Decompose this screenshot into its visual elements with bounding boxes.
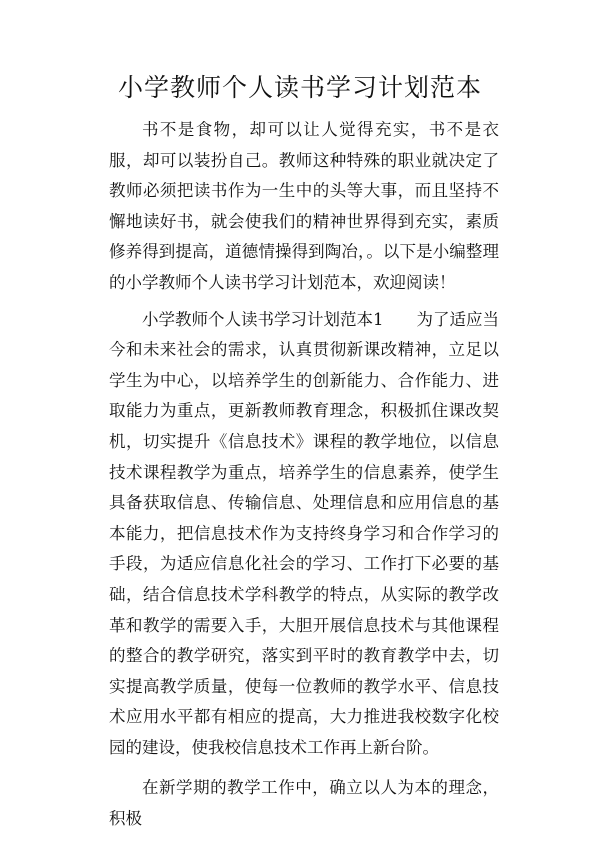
- intro-paragraph: 书不是食物，却可以让人觉得充实，书不是衣服，却可以装扮自己。教师这种特殊的职业就决定了教师必须把读书作为一生中的头等大事，而且坚持不懈地读好书，就会使我们的精神世界得到充实，素质修养得到提高，道德情操得到陶冶，。以下是小编整理的小学教师个人读书学习计划范本，欢迎阅读！: [109, 120, 499, 292]
- plan-paragraph-2: 在新学期的教学工作中，确立以人为本的理念，积极: [109, 778, 499, 829]
- document-body: [109, 115, 499, 835]
- document-title: 小学教师个人读书学习计划范本: [117, 73, 482, 102]
- plan-paragraph-1: 小学教师个人读书学习计划范本1 为了适应当今和未来社会的需求，认真贯彻新课改精神，立足以学生为中心，以培养学生的创新能力、合作能力、进取能力为重点，更新教师教育理念，积极抓住课改契机，切实提升《信息技术》课程的教学地位，以信息技术课程教学为重点，培养学生的信息素养，使学生具备获取信息、传输信息、处理信息和应用信息的基本能力，把信息技术作为支持终身学习和合作学习的手段，为适应信息化社会的学习、工作打下必要的基础，结合信息技术学科教学的特点，从实际的教学改革和教学的需要入手，大胆开展信息技术与其他课程的整合的教学研究，落实到平时的教育教学中去，切实提高教学质量，使每一位教师的教学水平、信息技术应用水平都有相应的提高，大力推进我校数字化校园的建设，使我校信息技术工作再上新台阶。: [109, 309, 499, 757]
